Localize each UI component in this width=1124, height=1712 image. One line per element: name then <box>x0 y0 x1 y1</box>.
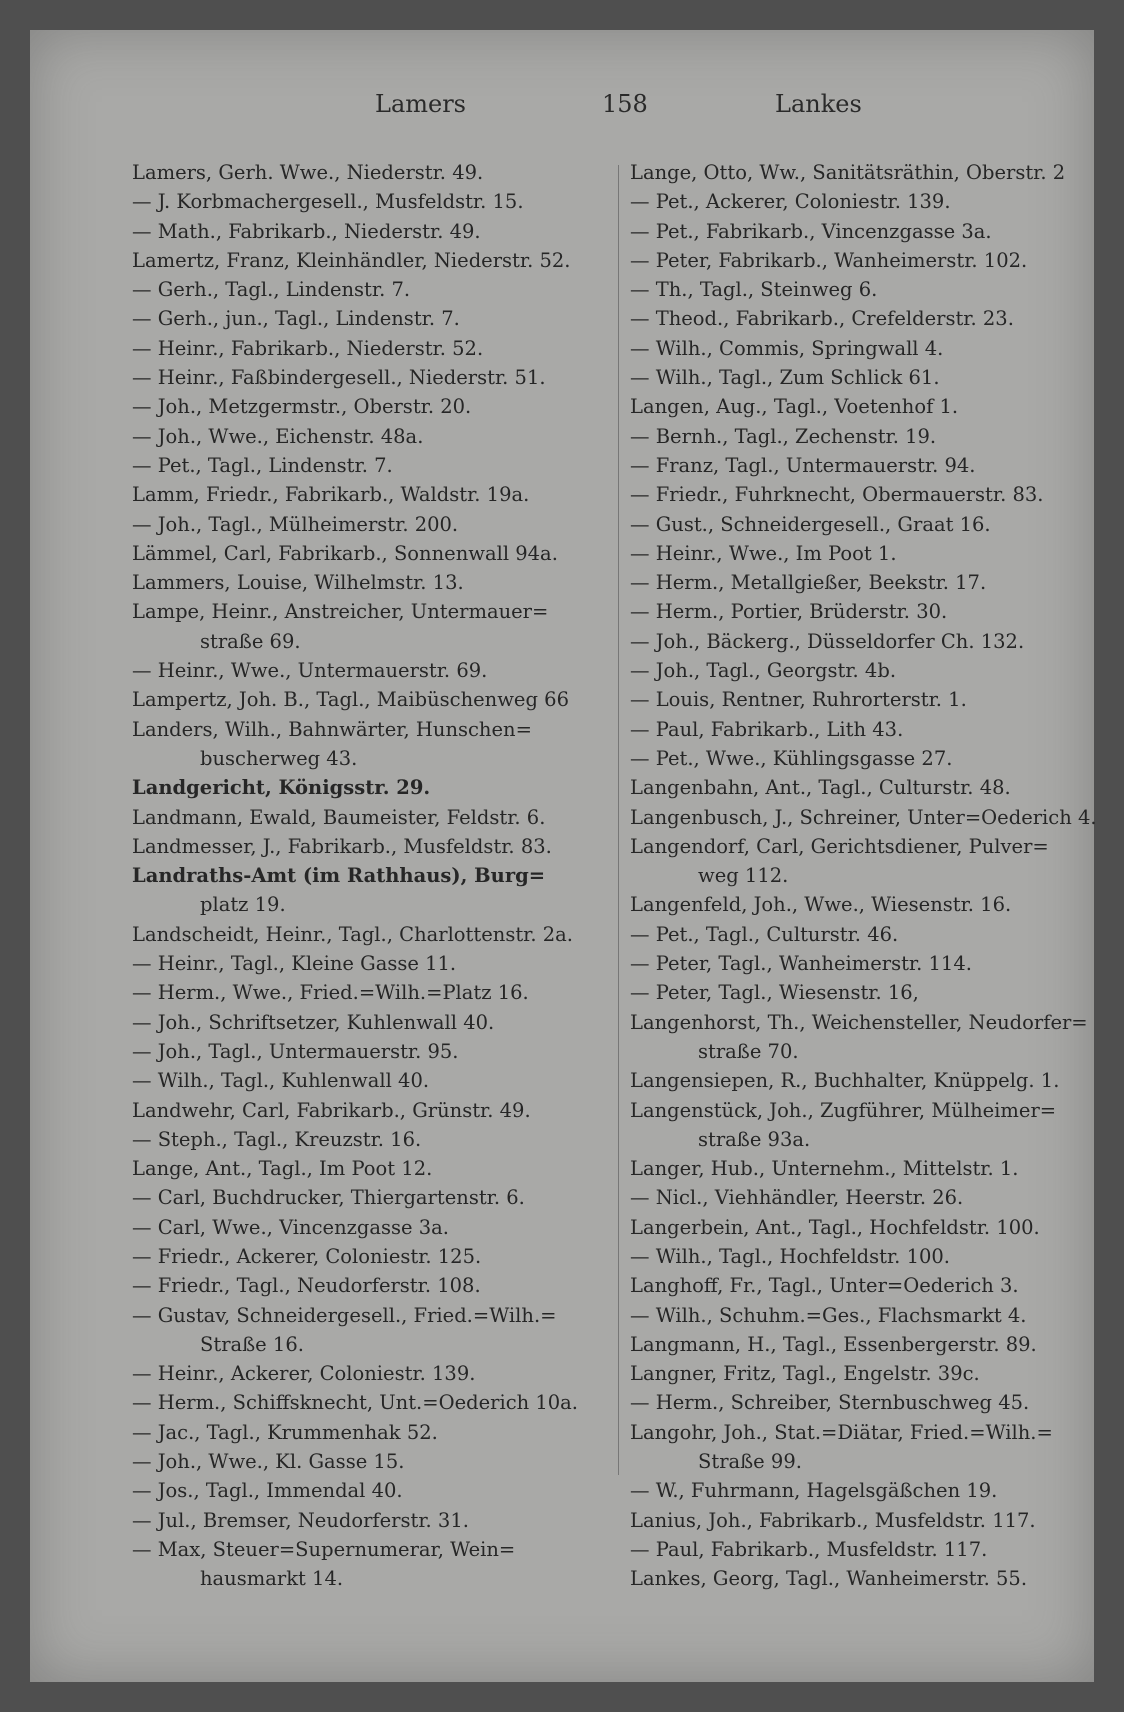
directory-entry: — Joh., Bäckerg., Düsseldorfer Ch. 132. <box>630 629 1025 653</box>
directory-entry: — Joh., Tagl., Mülheimerstr. 200. <box>132 512 459 536</box>
directory-entry: — Joh., Wwe., Kl. Gasse 15. <box>132 1450 405 1474</box>
directory-entry: — Pet., Fabrikarb., Vincenzgasse 3a. <box>630 219 992 243</box>
directory-entry: Lange, Ant., Tagl., Im Poot 12. <box>132 1157 433 1181</box>
directory-entry: Langensiepen, R., Buchhalter, Knüppelg. 1. <box>630 1069 1060 1093</box>
directory-entry: — Wilh., Tagl., Zum Schlick 61. <box>630 366 940 390</box>
directory-entry: Langner, Fritz, Tagl., Engelstr. 39c. <box>630 1362 980 1386</box>
directory-entry: — Nicl., Viehhändler, Heerstr. 26. <box>630 1186 964 1210</box>
directory-entry: Lankes, Georg, Tagl., Wanheimerstr. 55. <box>630 1567 1028 1591</box>
right-column <box>630 158 1097 1594</box>
directory-entry: — Carl, Wwe., Vincenzgasse 3a. <box>132 1215 449 1239</box>
header-last-entry: Lankes <box>775 90 862 118</box>
directory-entry: — Heinr., Ackerer, Coloniestr. 139. <box>132 1362 476 1386</box>
directory-entry: Langohr, Joh., Stat.=Diätar, Fried.=Wilh.= <box>630 1420 1053 1444</box>
directory-entry: Langmann, H., Tagl., Essenbergerstr. 89. <box>630 1332 1037 1356</box>
directory-entry: — Wilh., Schuhm.=Ges., Flachsmarkt 4. <box>630 1303 1027 1327</box>
directory-entry: — Pet., Ackerer, Coloniestr. 139. <box>630 190 951 214</box>
directory-entry: — Heinr., Tagl., Kleine Gasse 11. <box>132 952 457 976</box>
header-first-entry: Lamers <box>375 90 466 118</box>
directory-entry: — Louis, Rentner, Ruhrorterstr. 1. <box>630 688 967 712</box>
directory-entry: — Pet., Tagl., Culturstr. 46. <box>630 922 899 946</box>
directory-entry: — Friedr., Ackerer, Coloniestr. 125. <box>132 1244 482 1268</box>
directory-entry: — Joh., Schriftsetzer, Kuhlenwall 40. <box>132 1010 495 1034</box>
directory-entry: Landraths-Amt (im Rathhaus), Burg= <box>132 864 546 888</box>
directory-entry: — J. Korbmachergesell., Musfeldstr. 15. <box>132 190 524 214</box>
directory-entry: — Jos., Tagl., Immendal 40. <box>132 1479 403 1503</box>
column-divider <box>618 165 619 1475</box>
directory-entry: — Theod., Fabrikarb., Crefelderstr. 23. <box>630 307 1014 331</box>
directory-entry: Landers, Wilh., Bahnwärter, Hunschen= <box>132 717 532 741</box>
directory-entry: Landscheidt, Heinr., Tagl., Charlottenstr. 2a. <box>132 922 573 946</box>
directory-entry: Langen, Aug., Tagl., Voetenhof 1. <box>630 395 959 419</box>
directory-entry: — Joh., Tagl., Georgstr. 4b. <box>630 659 897 683</box>
directory-entry: Langenhorst, Th., Weichensteller, Neudorfer= <box>630 1010 1088 1034</box>
directory-entry: Langendorf, Carl, Gerichtsdiener, Pulver= <box>630 834 1049 858</box>
directory-entry: — Gustav, Schneidergesell., Fried.=Wilh.= <box>132 1303 557 1327</box>
directory-entry: — Peter, Fabrikarb., Wanheimerstr. 102. <box>630 248 1028 272</box>
directory-entry: Landmesser, J., Fabrikarb., Musfeldstr. 83. <box>132 834 552 858</box>
directory-entry: Lämmel, Carl, Fabrikarb., Sonnenwall 94a. <box>132 541 558 565</box>
directory-entry: — Joh., Metzgermstr., Oberstr. 20. <box>132 395 472 419</box>
directory-entry: — Wilh., Tagl., Kuhlenwall 40. <box>132 1069 430 1093</box>
directory-entry: — Friedr., Tagl., Neudorferstr. 108. <box>132 1274 481 1298</box>
directory-entry: — Steph., Tagl., Kreuzstr. 16. <box>132 1127 422 1151</box>
directory-entry: — W., Fuhrmann, Hagelsgäßchen 19. <box>630 1479 998 1503</box>
directory-entry: Landmann, Ewald, Baumeister, Feldstr. 6. <box>132 805 546 829</box>
directory-entry: — Pet., Wwe., Kühlingsgasse 27. <box>630 746 953 770</box>
directory-entry: straße 70. <box>698 1039 799 1063</box>
directory-entry: Lange, Otto, Ww., Sanitätsräthin, Oberstr. 2 <box>630 161 1066 184</box>
directory-entry: Straße 99. <box>698 1450 802 1474</box>
directory-entry: — Bernh., Tagl., Zechenstr. 19. <box>630 424 937 448</box>
directory-entry: weg 112. <box>698 864 789 888</box>
directory-entry: — Heinr., Wwe., Untermauerstr. 69. <box>132 659 488 683</box>
directory-page <box>30 30 1097 1682</box>
directory-entry: — Jac., Tagl., Krummenhak 52. <box>132 1420 438 1444</box>
directory-entry: — Jul., Bremser, Neudorferstr. 31. <box>132 1508 469 1532</box>
directory-entry: — Max, Steuer=Supernumerar, Wein= <box>132 1537 516 1561</box>
directory-entry: Langenstück, Joh., Zugführer, Mülheimer= <box>630 1098 1057 1122</box>
directory-entry: straße 93a. <box>698 1127 811 1151</box>
directory-entry: Landgericht, Königsstr. 29. <box>132 776 431 800</box>
directory-entry: — Gerh., jun., Tagl., Lindenstr. 7. <box>132 307 460 331</box>
directory-entry: — Herm., Portier, Brüderstr. 30. <box>630 600 948 624</box>
directory-entry: — Pet., Tagl., Lindenstr. 7. <box>132 453 393 477</box>
directory-entry: platz 19. <box>200 893 286 917</box>
directory-entry: — Heinr., Faßbindergesell., Niederstr. 51. <box>132 366 546 390</box>
directory-entry: — Heinr., Wwe., Im Poot 1. <box>630 541 897 565</box>
directory-entry: — Herm., Schiffsknecht, Unt.=Oederich 10a. <box>132 1391 579 1415</box>
directory-entry: hausmarkt 14. <box>200 1567 344 1591</box>
directory-entry: — Carl, Buchdrucker, Thiergartenstr. 6. <box>132 1186 525 1210</box>
directory-entry: Lampe, Heinr., Anstreicher, Untermauer= <box>132 600 549 624</box>
directory-entry: — Th., Tagl., Steinweg 6. <box>630 278 878 302</box>
directory-entry: Langenfeld, Joh., Wwe., Wiesenstr. 16. <box>630 893 1012 917</box>
directory-entry: Straße 16. <box>200 1332 304 1356</box>
directory-entry: — Herm., Metallgießer, Beekstr. 17. <box>630 571 987 595</box>
directory-entry: Lamm, Friedr., Fabrikarb., Waldstr. 19a. <box>132 483 530 507</box>
directory-entry: Lanius, Joh., Fabrikarb., Musfeldstr. 117. <box>630 1508 1036 1532</box>
directory-entry: — Herm., Wwe., Fried.=Wilh.=Platz 16. <box>132 981 529 1005</box>
directory-entry: Lampertz, Joh. B., Tagl., Maibüschenweg 66 <box>132 688 569 712</box>
directory-entry: Lamers, Gerh. Wwe., Niederstr. 49. <box>132 161 484 184</box>
directory-entry: Langenbusch, J., Schreiner, Unter=Oederich 4. <box>630 805 1097 829</box>
directory-entry: — Gerh., Tagl., Lindenstr. 7. <box>132 278 411 302</box>
directory-entry: Langenbahn, Ant., Tagl., Culturstr. 48. <box>630 776 1011 800</box>
directory-entry: — Peter, Tagl., Wiesenstr. 16, <box>630 981 919 1005</box>
directory-entry: — Paul, Fabrikarb., Musfeldstr. 117. <box>630 1537 988 1561</box>
directory-entry: — Wilh., Commis, Springwall 4. <box>630 336 944 360</box>
directory-entry: Lammers, Louise, Wilhelmstr. 13. <box>132 571 464 595</box>
directory-entry: — Math., Fabrikarb., Niederstr. 49. <box>132 219 481 243</box>
directory-entry: — Friedr., Fuhrknecht, Obermauerstr. 83. <box>630 483 1044 507</box>
directory-entry: straße 69. <box>200 629 301 653</box>
left-column <box>132 158 602 1594</box>
directory-entry: — Peter, Tagl., Wanheimerstr. 114. <box>630 952 972 976</box>
directory-entry: — Joh., Tagl., Untermauerstr. 95. <box>132 1039 459 1063</box>
page-number: 158 <box>602 90 648 118</box>
directory-entry: Langhoff, Fr., Tagl., Unter=Oederich 3. <box>630 1274 1019 1298</box>
directory-entry: — Wilh., Tagl., Hochfeldstr. 100. <box>630 1244 950 1268</box>
page-header <box>30 90 1094 130</box>
directory-entry: — Paul, Fabrikarb., Lith 43. <box>630 717 904 741</box>
directory-entry: buscherweg 43. <box>200 746 358 770</box>
directory-entry: — Herm., Schreiber, Sternbuschweg 45. <box>630 1391 1030 1415</box>
directory-entry: — Gust., Schneidergesell., Graat 16. <box>630 512 991 536</box>
directory-entry: — Joh., Wwe., Eichenstr. 48a. <box>132 424 424 448</box>
directory-entry: Landwehr, Carl, Fabrikarb., Grünstr. 49. <box>132 1098 531 1122</box>
directory-entry: — Franz, Tagl., Untermauerstr. 94. <box>630 453 976 477</box>
directory-entry: — Heinr., Fabrikarb., Niederstr. 52. <box>132 336 484 360</box>
directory-entry: Langerbein, Ant., Tagl., Hochfeldstr. 100. <box>630 1215 1040 1239</box>
directory-entry: Langer, Hub., Unternehm., Mittelstr. 1. <box>630 1157 1019 1181</box>
directory-entry: Lamertz, Franz, Kleinhändler, Niederstr. 52. <box>132 248 571 272</box>
